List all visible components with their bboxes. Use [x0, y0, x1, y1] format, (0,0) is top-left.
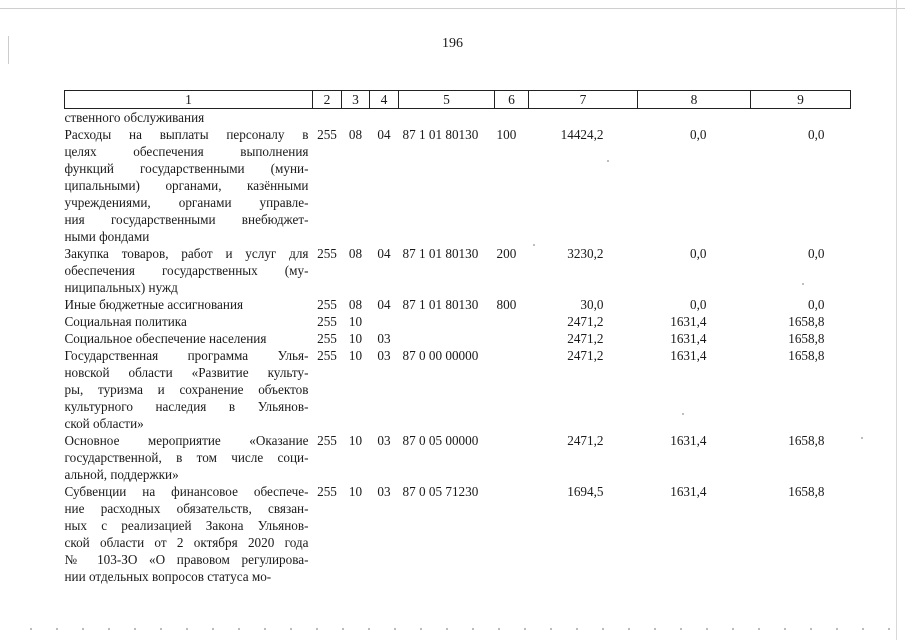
cell-target-article: 87 1 01 80130 — [402, 246, 479, 261]
cell-amount-year-2: 1631,4 — [670, 314, 707, 329]
scan-speck — [802, 283, 804, 285]
table-row — [65, 313, 851, 330]
cell-admin-code — [313, 109, 342, 127]
cell-section — [342, 109, 370, 127]
table-header-row — [65, 91, 851, 109]
table-row — [65, 330, 851, 347]
description-line: ными фондами — [64, 229, 150, 244]
row-description — [65, 126, 313, 245]
description-line: Основное мероприятие «Оказание — [64, 433, 309, 448]
cell-amount-year-2: 1631,4 — [670, 331, 707, 346]
cell-amount-year-3: 1658,8 — [788, 433, 825, 448]
cell-amount-year-2 — [638, 109, 751, 127]
cell-subsection — [370, 313, 399, 330]
row-description — [65, 347, 313, 432]
description-line: ние расходных обязательств, связан- — [64, 501, 309, 516]
scan-speck — [607, 160, 609, 162]
description-line: функций государственными (муни- — [64, 161, 309, 176]
cell-amount-year-1: 2471,2 — [567, 331, 604, 346]
cell-admin-code: 255 — [317, 433, 337, 448]
cell-subsection: 04 — [377, 246, 391, 261]
cell-subsection: 04 — [377, 297, 391, 312]
cell-expense-type — [495, 313, 529, 330]
description-line: ской области от 2 октября 2020 года — [64, 535, 309, 550]
cell-admin-code: 255 — [317, 246, 337, 261]
cell-amount-year-1: 2471,2 — [567, 314, 604, 329]
cell-expense-type — [495, 483, 529, 585]
cell-section: 08 — [348, 246, 363, 261]
cell-amount-year-3: 1658,8 — [788, 314, 825, 329]
column-header-3: 3 — [342, 91, 370, 109]
row-description — [65, 330, 313, 347]
table-row — [65, 432, 851, 483]
cell-amount-year-2: 1631,4 — [670, 348, 707, 363]
page-number: 196 — [442, 36, 463, 51]
row-description — [65, 432, 313, 483]
cell-amount-year-2: 0,0 — [690, 297, 707, 312]
cell-amount-year-3: 1658,8 — [788, 348, 825, 363]
scan-noise-line — [30, 628, 890, 630]
cell-admin-code: 255 — [317, 331, 337, 346]
scan-speck — [533, 244, 535, 246]
column-header-5: 5 — [399, 91, 495, 109]
description-line: ных с реализацией Закона Ульянов- — [64, 518, 309, 533]
row-description — [65, 483, 313, 585]
table-body — [65, 109, 851, 586]
cell-amount-year-3: 0,0 — [808, 127, 825, 142]
cell-admin-code: 255 — [317, 348, 337, 363]
cell-amount-year-3: 1658,8 — [788, 331, 825, 346]
description-line: ниципальных) нужд — [64, 280, 178, 295]
cell-section: 10 — [348, 433, 363, 448]
description-line: Закупка товаров, работ и услуг для — [64, 246, 309, 261]
table-row — [65, 483, 851, 585]
cell-admin-code: 255 — [317, 484, 337, 499]
budget-table-wrap — [64, 90, 850, 585]
cell-target-article: 87 0 05 71230 — [402, 484, 479, 499]
cell-expense-type — [495, 330, 529, 347]
table-row — [65, 109, 851, 127]
description-line: целях обеспечения выполнения — [64, 144, 309, 159]
cell-expense-type — [495, 432, 529, 483]
description-line: Социальная политика — [64, 314, 187, 329]
table-row — [65, 126, 851, 245]
description-line: ской области» — [64, 416, 144, 431]
description-line: ципальными) органами, казёнными — [64, 178, 309, 193]
description-line: Иные бюджетные ассигнования — [64, 297, 244, 312]
cell-admin-code: 255 — [317, 127, 337, 142]
cell-section: 08 — [348, 297, 363, 312]
column-header-7: 7 — [529, 91, 638, 109]
description-line: нии отдельных вопросов статуса мо- — [64, 569, 272, 584]
description-line: № 103-ЗО «О правовом регулирова- — [64, 552, 309, 567]
description-line: Социальное обеспечение населения — [64, 331, 267, 346]
column-header-9: 9 — [751, 91, 851, 109]
cell-target-article: 87 1 01 80130 — [402, 127, 479, 142]
cell-amount-year-1: 30,0 — [580, 297, 604, 312]
row-description — [65, 245, 313, 296]
cell-admin-code: 255 — [317, 314, 337, 329]
description-line: ры, туризма и сохранение объектов — [64, 382, 309, 397]
cell-amount-year-2: 1631,4 — [670, 433, 707, 448]
cell-expense-type: 200 — [496, 246, 517, 261]
description-line: учреждениями, органами управле- — [64, 195, 309, 210]
description-line: Государственная программа Улья- — [64, 348, 309, 363]
column-header-6: 6 — [495, 91, 529, 109]
description-line: государственной, в том числе соци- — [64, 450, 309, 465]
column-header-1: 1 — [65, 91, 313, 109]
budget-table — [64, 90, 851, 585]
cell-section: 10 — [348, 348, 363, 363]
row-description — [65, 313, 313, 330]
cell-target-article — [399, 109, 495, 127]
cell-target-article — [399, 330, 495, 347]
description-line: Субвенции на финансовое обеспече- — [64, 484, 309, 499]
description-line: Расходы на выплаты персоналу в — [64, 127, 309, 142]
cell-amount-year-1: 3230,2 — [567, 246, 604, 261]
cell-amount-year-1: 14424,2 — [560, 127, 604, 142]
scan-speck — [682, 413, 684, 415]
table-row — [65, 296, 851, 313]
cell-expense-type: 800 — [496, 297, 517, 312]
scan-edge-top — [0, 8, 905, 9]
description-line: ния государственными внебюджет- — [64, 212, 309, 227]
column-header-8: 8 — [638, 91, 751, 109]
cell-target-article: 87 0 05 00000 — [402, 433, 479, 448]
cell-target-article: 87 1 01 80130 — [402, 297, 479, 312]
cell-amount-year-3 — [751, 109, 851, 127]
cell-section: 10 — [348, 331, 363, 346]
scan-edge-right — [896, 0, 897, 640]
cell-subsection: 03 — [377, 433, 391, 448]
description-line: альной, поддержки» — [64, 467, 179, 482]
cell-amount-year-3: 1658,8 — [788, 484, 825, 499]
cell-section: 08 — [348, 127, 363, 142]
column-header-4: 4 — [370, 91, 399, 109]
cell-amount-year-1 — [529, 109, 638, 127]
cell-expense-type: 100 — [496, 127, 517, 142]
table-row — [65, 245, 851, 296]
cell-section: 10 — [348, 484, 363, 499]
column-header-2: 2 — [313, 91, 342, 109]
cell-section: 10 — [348, 314, 363, 329]
cell-target-article — [399, 313, 495, 330]
cell-expense-type — [495, 109, 529, 127]
cell-amount-year-3: 0,0 — [808, 297, 825, 312]
description-line: культурного наследия в Ульянов- — [64, 399, 309, 414]
cell-target-article: 87 0 00 00000 — [402, 348, 479, 363]
cell-subsection: 03 — [377, 331, 391, 346]
cell-amount-year-2: 1631,4 — [670, 484, 707, 499]
description-line: ственного обслуживания — [64, 110, 205, 125]
description-line: обеспечения государственных (му- — [64, 263, 309, 278]
scan-speck — [861, 437, 863, 439]
cell-amount-year-2: 0,0 — [690, 127, 707, 142]
row-description — [65, 109, 313, 127]
description-line: новской области «Развитие культу- — [64, 365, 309, 380]
cell-amount-year-1: 2471,2 — [567, 348, 604, 363]
cell-expense-type — [495, 347, 529, 432]
cell-subsection: 03 — [377, 484, 391, 499]
cell-subsection — [370, 109, 399, 127]
cell-amount-year-1: 2471,2 — [567, 433, 604, 448]
cell-amount-year-1: 1694,5 — [567, 484, 604, 499]
table-row — [65, 347, 851, 432]
cell-amount-year-2: 0,0 — [690, 246, 707, 261]
cell-subsection: 04 — [377, 127, 391, 142]
row-description — [65, 296, 313, 313]
cell-subsection: 03 — [377, 348, 391, 363]
cell-admin-code: 255 — [317, 297, 337, 312]
cell-amount-year-3: 0,0 — [808, 246, 825, 261]
